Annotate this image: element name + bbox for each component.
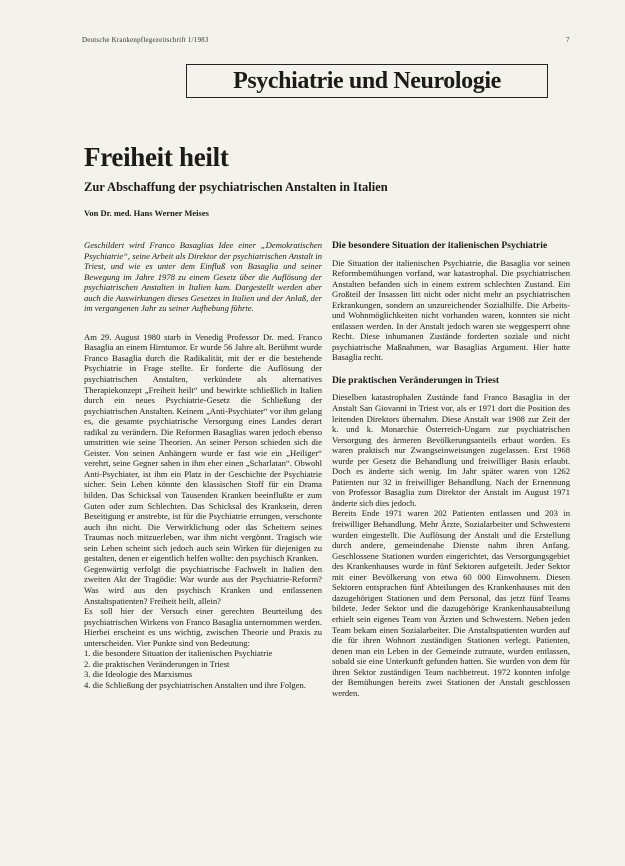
- body-paragraph: Es soll hier der Versuch einer gerechten Beurteilung des psychiatrischen Wirkens von Franco Basaglia unternommen werden. Hierbei erscheint es uns wichtig, zwischen Theorie und Praxis zu unterscheiden. Vier Punkte sind von Bedeutung:: [84, 606, 322, 648]
- body-paragraph: Am 29. August 1980 starb in Venedig Professor Dr. med. Franco Basaglia an einem Hirntumor. Er wurde 56 Jahre alt. Berühmt wurde Franco Basaglia durch die Radikalität, mit der er die bestehende Psychiatrie in Frage stellte. Er forderte die Auflösung der psychiatrischen Anstalten, verkündete als alternatives Therapiekonzept „Freiheit heilt“ und bewirkte schließlich in Italien durch ein neues Psychiatrie-Gesetz die Schließung der psychiatrischen Anstalten. Keinem „Anti-Psychiater“ vor ihm gelang es, die gesamte psychiatrische Versorgung eines Landes derart radikal zu verändern. Die Reformen Basaglias waren jedoch ebenso umstritten wie seine Theorien. An seiner Person schieden sich die Geister. Von seinen Anhängern wurde er fast wie ein „Heiliger“ verehrt, seine Gegner sahen in ihm eher einen „Scharlatan“. Obwohl Anti-Psychiater, ist ihm ein Platz in der Geschichte der Psychiatrie sicher. Sein Leben könnte den klassischen Stoff für ein Drama bilden. Das Schicksal von Tausenden Kranken beeinflußte er zum Guten oder zum Schlechten. Das Schicksal des Kranksein, deren Beseitigung er anstrebte, ist für die Psychiatrie errungen, verschonte auch ihn nicht. Die Verwirklichung oder das Scheitern seines Traumas noch mitzuerleben, war ihm nicht vergönnt. Tragisch wie sein Leben scheint sich jedoch auch sein Wirken für diejenigen zu gestalten, denen er eigentlich helfen wollte: den psychisch Kranken.: [84, 331, 322, 564]
- running-head: Deutsche Krankenpflegezeitschrift 1/1983: [82, 36, 209, 44]
- body-paragraph: Die Situation der italienischen Psychiatrie, die Basaglia vor seinen Reformbemühungen vorfand, war katastrophal. Die psychiatrischen Anstalten befanden sich in einem extrem schlechten Zustand. Ein Großteil der Insassen litt nicht oder nicht mehr an psychiatrischen Erkrankungen, sondern an unzureichender Sozialhilfe. Die Arbeits- und Wohnmöglichkeiten nicht vorhanden waren, konnten sie nicht entlassen werden. In der Anstalt jedoch waren sie weggesperrt ohne Recht. Diese inhumanen Zustände forderten soziale und nicht psychiatrische Maßnahmen, war Basaglias Argument. Hier hatte Basaglia recht.: [332, 257, 570, 363]
- list-item: 2. die praktischen Veränderungen in Triest: [84, 658, 230, 669]
- section-heading: Die praktischen Veränderungen in Triest: [332, 374, 500, 386]
- article-byline: Von Dr. med. Hans Werner Meises: [84, 208, 209, 218]
- body-paragraph: Gegenwärtig verfolgt die psychiatrische Fachwelt in Italien den zweiten Akt der Tragödie: War wurde aus der Psychiatrie-Reform? Was wird aus den psychisch Kranken und entlassenen Anstaltspatienten? Freiheit heilt, allein?: [84, 563, 322, 606]
- body-paragraph: Dieselben katastrophalen Zustände fand Franco Basaglia in der Anstalt San Giovanni in Triest vor, als er 1971 dort die Position des leitenden Direktors übernahm. Diese Anstalt war 1908 zur Zeit der k. und k. Monarchie Österreich-Ungarn zur psychiatrischen Versorgung des ärmeren Bevölkerungsanteils erbaut worden. Es waren praktisch nur Zwangseinweisungen zugelassen. Erst 1968 wurde per Gesetz die Behandlung und freiwilliger Basis erlaubt. Doch es änderte sich wenig. Im Jahr später waren von 1262 Patienten nur 32 in freiwilliger Behandlung. Nach der Ernennung von Professor Basaglia zum Direktor der Anstalt im August 1971 änderte sich dies jedoch.: [332, 392, 570, 508]
- left-column: [84, 240, 322, 690]
- list-item: 3. die Ideologie des Marxismus: [84, 669, 193, 680]
- article-title: Freiheit heilt: [84, 142, 229, 172]
- page-number: 7: [566, 36, 570, 44]
- list-item: 1. die besondere Situation der italienischen Psychiatrie: [84, 648, 273, 659]
- section-heading: Die besondere Situation der italienischen Psychiatrie: [332, 240, 548, 251]
- article-subtitle: Zur Abschaffung der psychiatrischen Anstalten in Italien: [84, 180, 388, 194]
- article-lead: Geschildert wird Franco Basaglias Idee einer „Demokratischen Psychiatrie“, seine Arbeit als Direktor der psychiatrischen Anstalt in Triest, und wie es unter dem Einfluß von Basaglia und seiner Bewegung im Jahre 1978 zu einem Gesetz über die Auflösung der psychiatrischen Anstalten in Italien kam. Dargestellt werden aber auch die Auswirkungen dieses Gesetzes in Italien und der Anlaß, der im vergangenen Jahr zu seiner Aufhebung führte.: [84, 240, 322, 314]
- list-item: 4. die Schließung der psychiatrischen Anstalten und ihre Folgen.: [84, 679, 306, 690]
- section-banner: Psychiatrie und Neurologie: [186, 64, 548, 98]
- body-paragraph: Bereits Ende 1971 waren 202 Patienten entlassen und 203 in freiwilliger Behandlung. Mehr Ärzte, Sozialarbeiter und Schwestern wurden eingestellt. Die Auflösung der Anstalt und die Erstellung durch andere, gemeindenahe Dienste nahm ihren Anfang. Geschlossene Stationen wurden eingerichtet, das Versorgungsgebiet des Krankenhauses wurde in fünf Sektoren aufgeteilt. Jeder Sektor mit einer Bevölkerung von etwa 60 000 Einwohnern. Diesen Sektoren entsprachen fünf Abteilungen des Krankenhauses mit den dazugehörigen Stationen und dem Personal, das jetzt fünf Teams bildete. Jeder Sektor und die dazugehörige Krankenhausabteilung erhielt sein eigenes Team von Ärzten und Schwestern. Neben jeden Team bekam einen Sozialarbeiter. Die Anstaltspatienten wurden auf die für ihren Wohnort zuständigen Stationen verlegt. Patienten, denen man ein Leben in der Gemeinde zutraute, wurden entlassen, sobald sie eine Unterkunft gefunden hatten. Sie wurden von dem für ihren Sektor zuständigen Team nachbetreut. 1972 konnten infolge der Bemühungen bereits zwei Stationen der Anstalt geschlossen werden.: [332, 508, 570, 698]
- right-column: [332, 240, 570, 698]
- points-list: [84, 648, 322, 690]
